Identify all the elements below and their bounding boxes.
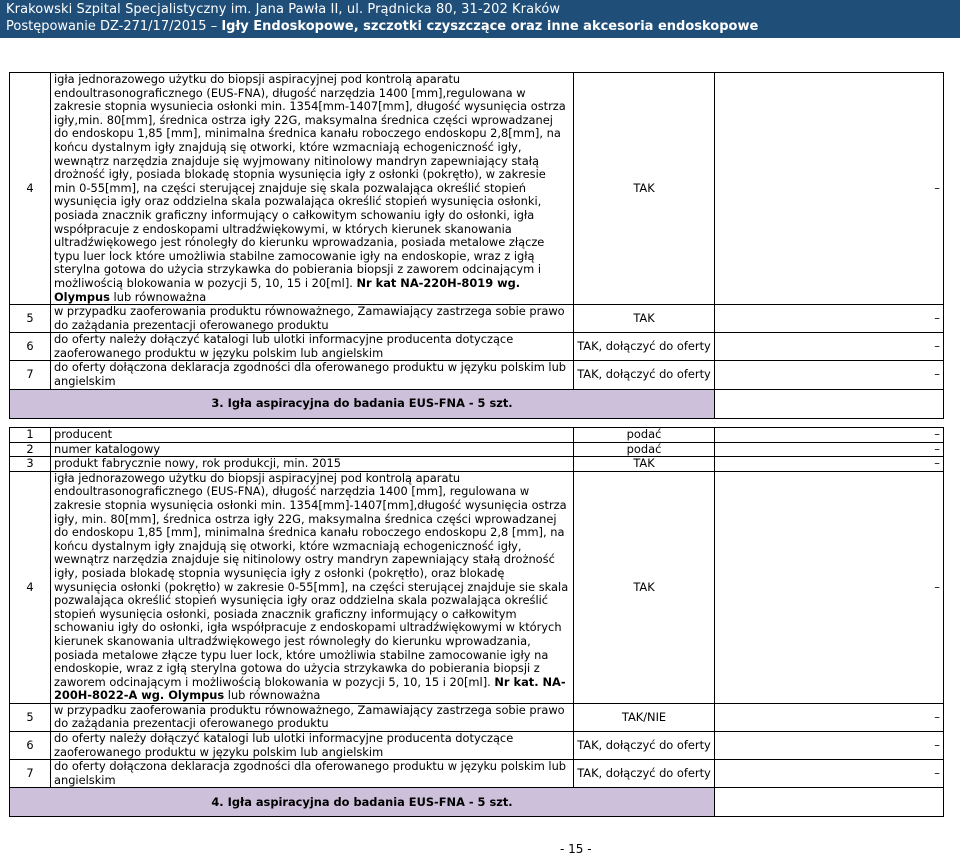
header-procurement-number: Postępowanie DZ-271/17/2015 –: [6, 19, 222, 34]
row-number: 3: [10, 457, 51, 472]
table-row: [10, 732, 944, 760]
row-number: 4: [10, 471, 51, 703]
header-hospital-address: Krakowski Szpital Specjalistyczny im. Jana Pawła II, ul. Prądnicka 80, 31-202 Kraków: [6, 2, 561, 17]
row-offered-value: –: [715, 428, 944, 443]
row-number: 2: [10, 442, 51, 457]
row-offered-value: –: [715, 333, 944, 361]
row-offered-value: –: [715, 732, 944, 760]
table-row: [10, 333, 944, 361]
row-requirement: TAK, dołączyć do oferty: [574, 732, 715, 760]
row-requirement: TAK, dołączyć do oferty: [574, 333, 715, 361]
row-offered-value: –: [715, 73, 944, 305]
row-description: w przypadku zaoferowania produktu równoważnego, Zamawiający zastrzega sobie prawo do zażądania prezentacji oferowanego produktu: [51, 305, 574, 333]
row-offered-value: –: [715, 305, 944, 333]
section-title: 4. Igła aspiracyjna do badania EUS-FNA - 5 szt.: [10, 788, 715, 817]
row-description: do oferty należy dołączyć katalogi lub ulotki informacyjne producenta dotyczące zaoferowanego produktu w języku polskim lub angielskim: [51, 333, 574, 361]
row-requirement: podać: [574, 428, 715, 443]
spec-table-2: [9, 72, 944, 419]
row-description: igła jednorazowego użytku do biopsji aspiracyjnej pod kontrolą aparatu endoultrasonograficznego (EUS-FNA), długość narzędzia 1400 [mm], regulowana w zakresie stopnia wysunięcia osłonki min. 1354[mm]-1407[mm],długość wysunięcia ostrza igły, min. 80[mm], średnica ostrza igły 22G, maksymalna średnica części wprowadzanej do endoskopu 1,85 [mm], minimalna średnica kanału roboczego endoskopu 2,8 [mm], na końcu dystalnym igły znajdują się otworki, które wzmacniają echogeniczność igły, wewnątrz narzędzia znajduje się nitinolowy ostry mandryn zapewniający stałą drożność igły, posiada blokadę stopnia wysunięcia igły z osłonki (pokrętło), oraz blokadę wysunięcia osłonki (pokrętło) w zakresie 0-55[mm], na części sterującej znajduje sie skala pozwalająca określić stopień wysunięcia igły oraz oddzielna skala pozwalająca określić stopień wysunięcia osłonki, posiada znacznik graficzny informujący o całkowitym schowaniu igły do osłonki, igła współpracuje z endoskopami ultradźwiękowymi w których kierunek skanowania ultradźwiękowego jest równoległy do kierunku wprowadzania, posiada metalowe złącze typu luer lock, które umożliwia stabilne zamocowanie igły na endoskopie, wraz z igłą sterylna gotowa do użycia strzykawka do pobierania biopsji z zaworem odcinającym i możliwością blokowania w pozycji 5, 10, 15 i 20[ml]. Nr kat. NA-200H-8022-A wg. Olympus lub równoważna: [51, 471, 574, 703]
row-description: numer katalogowy: [51, 442, 574, 457]
section-title: 3. Igła aspiracyjna do badania EUS-FNA - 5 szt.: [10, 389, 715, 418]
document-header: [0, 0, 960, 38]
row-number: 1: [10, 428, 51, 443]
table-row: [10, 442, 944, 457]
row-description: do oferty należy dołączyć katalogi lub ulotki informacyjne producenta dotyczące zaoferowanego produktu w języku polskim lub angielskim: [51, 732, 574, 760]
row-requirement: podać: [574, 442, 715, 457]
row-number: 5: [10, 703, 51, 731]
row-number: 6: [10, 732, 51, 760]
table-row: [10, 305, 944, 333]
row-description: igła jednorazowego użytku do biopsji aspiracyjnej pod kontrolą aparatu endoultrasonograficznego (EUS-FNA), długość narzędzia 1400 [mm],regulowana w zakresie stopnia wysuniecia osłonki min. 1354[mm-1407[mm], długość wysunięcia ostrza igły,min. 80[mm], średnica ostrza igły 22G, maksymalna średnica części wprowadzanej do endoskopu 1,85 [mm], minimalna średnica kanału roboczego endoskopu 2,8[mm], na końcu dystalnym igły znajdują się otworki, które wzmacniają echogeniczność igły, wewnątrz narzędzia znajduje się wyjmowany nitinolowy mandryn zapewniający stałą drożność igły, posiada blokadę stopnia wysunięcia igły z osłonki (pokrętło), w zakresie min 0-55[mm], na części sterującej znajduje się skala pozwalająca określić stopień wysunięcia igły oraz oddzielna skala pozwalająca określić stopień wysunięcia osłonki, posiada znacznik graficzny informujący o całkowitym schowaniu igły do osłonki, igła współpracuje z endoskopami ultradźwiękowymi, w których kierunek skanowania ultradźwiękowego jest rónoległy do kierunku wprowadzania, posiada metalowe złącze typu luer lock które umożliwia stabilne zamocowanie igły na endoskopie, wraz z igłą sterylna gotowa do użycia strzykawka do pobierania biopsji z zaworem odcinającym i możliwością blokowania w pozycji 5, 10, 15 i 20[ml]. Nr kat NA-220H-8019 wg. Olympus lub równoważna: [51, 73, 574, 305]
spec-table-3: [9, 427, 944, 817]
row-description: w przypadku zaoferowania produktu równoważnego, Zamawiający zastrzega sobie prawo do zażądania prezentacji oferowanego produktu: [51, 703, 574, 731]
table-row: [10, 73, 944, 305]
row-offered-value: –: [715, 471, 944, 703]
table-row: [10, 703, 944, 731]
row-description: do oferty dołączona deklaracja zgodności dla oferowanego produktu w języku polskim lub angielskim: [51, 361, 574, 389]
table-row: [10, 361, 944, 389]
page-number: - 15 -: [560, 842, 592, 856]
row-requirement: TAK: [574, 457, 715, 472]
row-description: producent: [51, 428, 574, 443]
row-offered-value: –: [715, 457, 944, 472]
table-row: [10, 760, 944, 788]
row-requirement: TAK/NIE: [574, 703, 715, 731]
catalog-number: Nr kat. NA-200H-8022-A wg. Olympus: [54, 674, 566, 703]
header-procurement-subject: Igły Endoskopowe, szczotki czyszczące oraz inne akcesoria endoskopowe: [221, 19, 759, 34]
row-number: 5: [10, 305, 51, 333]
row-requirement: TAK, dołączyć do oferty: [574, 361, 715, 389]
row-offered-value: –: [715, 361, 944, 389]
table-row: [10, 457, 944, 472]
row-requirement: TAK: [574, 471, 715, 703]
row-requirement: TAK, dołączyć do oferty: [574, 760, 715, 788]
row-requirement: TAK: [574, 73, 715, 305]
row-offered-value: –: [715, 703, 944, 731]
table-row: [10, 471, 944, 703]
section-header-row: [10, 389, 944, 418]
catalog-number: Nr kat NA-220H-8019 wg. Olympus: [54, 275, 521, 304]
row-offered-value: –: [715, 442, 944, 457]
row-requirement: TAK: [574, 305, 715, 333]
row-offered-value: –: [715, 760, 944, 788]
row-number: 7: [10, 361, 51, 389]
row-description: produkt fabrycznie nowy, rok produkcji, min. 2015: [51, 457, 574, 472]
row-number: 6: [10, 333, 51, 361]
row-number: 7: [10, 760, 51, 788]
header-procurement-line: [6, 19, 758, 34]
section-header-row: [10, 788, 944, 817]
row-description: do oferty dołączona deklaracja zgodności dla oferowanego produktu w języku polskim lub angielskim: [51, 760, 574, 788]
row-number: 4: [10, 73, 51, 305]
table-row: [10, 428, 944, 443]
